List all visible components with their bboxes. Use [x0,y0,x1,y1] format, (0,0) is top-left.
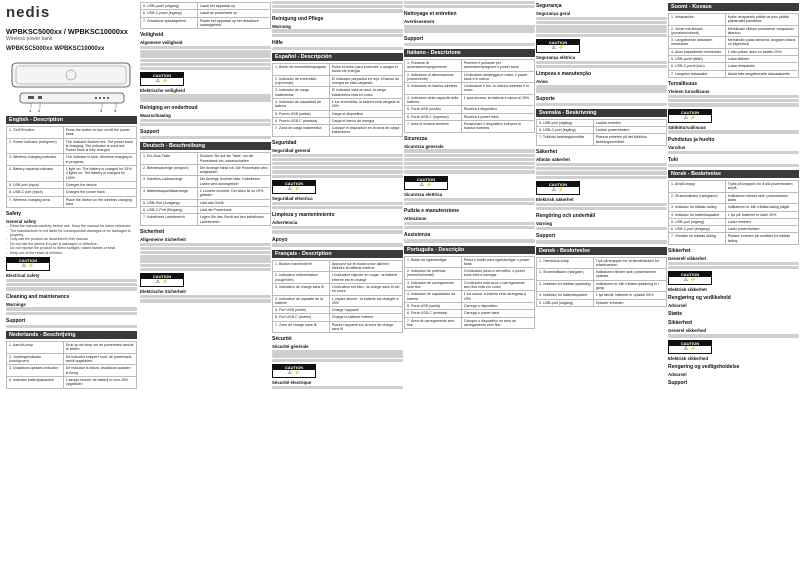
table-row: 4. Indicador de capacidade da bateria 1 luz acesa: a bateria está carregada a 25% [405,291,534,303]
description-table-it [404,59,535,133]
general-safety-da: Generel sikkerhed [668,328,707,334]
table-row: 6. USB-C-port (inngang) Lader powerbanken [669,226,798,233]
table-row: 2. Betriebsanzeige (rot/grün) Die Anzeige blinkt rot: Die Powerbank wird aufgeladen [141,165,270,177]
warnings-de: Warnung [272,23,291,29]
power-bank-illustration [6,55,137,113]
table-row: 1. Av/på-knapp Trykk på knappen for å slå powerbanken av/på [669,181,798,193]
electric-shock-icon: ⚡ [690,114,697,121]
electric-shock-icon: ⚡ [28,263,35,269]
table-row: 3. Wireless charging indicator The indicator is blue: Wireless charging is in progress [7,154,136,166]
table-row: 5. Puerto USB (salida) Carga el dispositivo [273,111,402,118]
caution-label-pt: CAUTION ⚠ ⚡ [536,39,580,53]
table-row: 2. Strømindikator (rød/grønn) Indikatoren blinker rødt: powerbanken lades [669,193,798,205]
cleaning-title-sv: Rengöring och underhåll [536,213,596,220]
table-row: 5. USB-port (utgang) Lader enheten [669,219,798,226]
description-table-pt [404,256,535,330]
table-row: 4. Indikator for batterikapasitet 1 lys på: batteriet er ladet 25% [669,212,798,219]
table-row: 2. Indicateur d'alimentation (rouge/vert) L'indicateur clignote en rouge : la batterie externe est en charge [273,272,402,284]
support-title-sv: Support [536,233,556,240]
table-row: 5. USB-poort (uitgang) Laadt het apparaat op [141,3,270,10]
section-heading-french: Français - Description [272,250,403,258]
cleaning-title-no: Rengjøring og vedlikehold [668,295,731,302]
column-6 [668,0,799,567]
warning-triangle-icon: ⚠ [683,345,689,352]
table-row: 1. Tænd/sluk-knap Tryk på knappen for at tænde/slukke for powerbanken [537,258,666,270]
cleaning-title-de: Reinigung und Pflege [272,15,324,22]
section-heading-dutch: Nederlands - Beschrijving [6,331,137,339]
table-row: 2. Virran merkkivalo (punainen/vihreä) Merkkivalo vilkkuu punaisena: virtapankki latautuu [669,26,798,38]
warning-triangle-icon: ⚠ [155,279,161,286]
cleaning-title-pt: Limpeza e manutenção [536,71,592,78]
table-row: 5. USB-port (utgång) Laddar enheten [537,120,666,127]
warnings-fi: Varoitus [668,144,686,150]
section-heading-portuguese: Português - Descrição [404,246,535,254]
table-row: 7. Draadloos oplaadgebied Plaats het apparaat op het draadloze oplaadgebied [141,18,270,30]
caution-label-es: CAUTION ⚠ ⚡ [272,180,316,194]
warnings-no: Advarsel [668,303,687,309]
safety-title-es: Seguridad [272,139,297,146]
support-title-da: Support [668,379,688,386]
electric-shock-icon: ⚡ [162,279,169,286]
table-row: 3. Indikator for trådløs lading Indikatoren er blå: trådløs lading pågår [669,204,798,211]
table-row: 6. Port USB-C (entrée) Charge la batterie externe [273,314,402,321]
table-row: 5. Porta USB (saída) Carrega o dispositivo [405,303,534,310]
column-5 [536,0,667,567]
table-row: 2. Strømindikator (rød/grøn) Indikatoren blinker rødt: powerbanken oplades [537,269,666,281]
table-row: 1. Bouton marche/arrêt Appuyez sur le bouton pour allumer/éteindre la batterie externe [273,261,402,273]
column-3 [272,0,403,567]
table-row: 2. Indicador de encendido (rojo/verde) El indicador parpadea en rojo: el banco de energía se está cargando [273,76,402,88]
table-row: 1. On/Off button Press the button to turn on/off the power bank [7,127,136,139]
warning-triangle-icon: ⚠ [551,44,557,51]
safety-title-sv: Säkerhet [536,149,558,156]
warnings-pt: Aviso [536,79,548,85]
cleaning-title-nl: Reiniging en onderhoud [140,104,198,111]
list-item: - Read the manual carefully before use. Keep the manual for future reference. [6,224,137,228]
table-row: 5. USB-Port (Ausgang) Lädt das Gerät [141,200,270,207]
table-row: 3. Indikator for trådløs opladning Indikatoren er blå: trådløs opladning er i gang [537,281,666,293]
electrical-safety-pt: Segurança elétrica [536,54,576,60]
document-subtitle: Wireless power bank [6,36,53,42]
table-row: 6. Porta USB-C (ingresso) Ricarica il power bank [405,114,534,121]
general-safety-es: Seguridad general [272,147,311,153]
caution-label-no: CAUTION ⚠ ⚡ [668,271,712,285]
description-table-fi [668,13,799,78]
description-table-fr [272,260,403,334]
general-safety-de: Allgemeine Sicherheit [140,236,186,242]
description-table-es [272,63,403,137]
general-safety-fr: Sécurité générale [272,344,309,350]
table-row: 7. Zona de carga inalámbrica Coloque el dispositivo en la zona de carga inalámbrica [273,125,402,137]
table-row: 3. Indicateur de charge sans fil L'indicateur est bleu : la charge sans fil est en cours [273,284,402,296]
section-heading-danish: Dansk - Beskrivelse [536,247,667,255]
table-row: 3. Kabellos-Ladeanzeige Die Anzeige leuchtet blau: Kabelloses Laden wird durchgeführt [141,176,270,188]
cleaning-title-fr: Nettoyage et entretien [404,11,457,18]
caution-label-de: CAUTION ⚠ ⚡ [140,273,184,287]
document-title: WPBKSC5000xx / WPBKSC10000xx [6,27,128,36]
table-row: 2. Indicatore di alimentazione (rosso/verde) L'indicatore lampeggia in rosso: il power bank è in carica [405,72,534,84]
table-row: 4. Indicador de capacidad de batería 1 luz encendida: la batería está cargada al 25% [273,99,402,111]
table-row: 1. Pulsante di accensione/spegnimento Premere il pulsante per accendere/spegnere il power bank [405,60,534,72]
caution-label-en: CAUTION ⚠ ⚡ [6,257,50,271]
safety-title-nl: Veiligheid [140,32,164,39]
general-safety-sv: Allmän säkerhet [536,157,570,163]
electrical-safety-da: Elektrisk sikkerhed [668,355,709,361]
general-safety-it: Sicurezza generale [404,143,444,149]
warnings-nl: Waarschuwing [140,112,171,118]
table-row: 5. Port USB (sortie) Charge l'appareil [273,307,402,314]
caution-label-it: CAUTION ⚠ ⚡ [404,176,448,190]
warnings-sv: Varning [536,221,553,227]
cleaning-title-da: Rengøring og vedligeholdelse [668,363,740,370]
figure-number-3: 3 [100,108,103,113]
electrical-safety-it: Sicurezza elettrica [404,191,443,197]
table-row: 7. Área de carregamento sem fios Coloque o dispositivo na área de carregamento sem fios [405,318,534,330]
table-row: 6. USB-C-portti (tulo) Lataa virtapankin [669,63,798,70]
table-row: 2. Power indicator (red/green) The indicator flashes red: The power bank is charging. The indicator is solid red: Power bank is fully charged [7,139,136,155]
table-row: 5. USB-port (udgang) Oplader enheden [537,300,666,307]
table-row: 6. USB-C-port (ingång) Laddar powerbanken [537,127,666,134]
figure-number-1: 1 [29,108,32,113]
table-row: 7. Area di ricarica wireless Posizionare il dispositivo sull'area di ricarica wireless [405,121,534,133]
table-row: 4. Indicateur de capacité de la batterie 1 voyant allumé : la batterie est chargée à 25% [273,296,402,308]
section-heading-english: English - Description [6,116,137,124]
general-safety-en: General safety [6,219,37,225]
caution-label-da: CAUTION ⚠ ⚡ [668,340,712,354]
table-row: 1. Virtapainike Kytke virtapankki päälle tai pois päältä painamalla painiketta [669,14,798,26]
table-row: 7. Wireless charging area Place the device on the wireless charging area [7,197,136,209]
electrical-safety-sv: Elektrisk säkerhet [536,196,574,202]
model-line: WPBKSC5000xx WPBKSC10000xx [6,46,105,52]
description-table-sv [536,119,667,146]
table-row: 5. USB port (input) Charges the device [7,182,136,189]
safety-title-de: Sicherheit [140,228,165,235]
table-row: 7. Trådlöst laddningsområde Placera enheten på det trådlösa laddningsområdet [537,134,666,146]
table-row: 7. Område for trådløs lading Plasser enheten på området for trådløs lading [669,233,798,245]
caution-label-fr: CAUTION ⚠ ⚡ [272,364,316,378]
table-row: 4. Indicatore della capacità della batteria 1 spia accesa: la batteria è carica al 25% [405,95,534,107]
table-row: 6. USB-C-Port (Eingang) Lädt die Powerbank [141,207,270,214]
table-row: 7. Langaton latausalue Aseta laite langattomalle latausalueelle [669,71,798,78]
table-row: 2. Voedingsindicator (rood/groen) De indicator knippert rood: de powerbank wordt opgeladen [7,354,136,366]
electrical-safety-no: Elektrisk sikkerhet [668,287,707,293]
table-row: 3. Indicador de carga inalámbrica El indicador está en azul: la carga inalámbrica está en curso [273,87,402,99]
general-safety-pt: Segurança geral [536,11,571,16]
warnings-es: Advertencia [272,220,298,226]
cleaning-title-en: Cleaning and maintenance [6,293,70,300]
table-row: 1. Aan/uit-knop Druk op de knop om de powerbank aan/uit te zetten [7,342,136,354]
table-row: 3. Indicatore di ricarica wireless L'indicatore è blu: la ricarica wireless è in corso [405,83,534,95]
electric-shock-icon: ⚡ [294,185,301,192]
list-item: - Do not expose the product to direct sunlight, naked flames or heat. [6,246,137,250]
table-row: 1. Ein-/Aus-Taste Drücken Sie auf die Taste, um die Powerbank ein-/auszuschalten [141,153,270,165]
safety-title-fr: Sécurité [272,336,292,343]
table-row: 2. Indicador de potência (vermelho/verde) O indicador pisca a vermelho: o power bank está a carregar [405,268,534,280]
section-heading-spanish: Español - Descripción [272,53,403,61]
warning-triangle-icon: ⚠ [551,186,557,193]
table-row: 4. Battery capacity indicator 1 light on: The battery is charged for 25%. 4 lights on: The battery is charged for 100% [7,166,136,182]
cleaning-title-fi: Puhdistus ja huolto [668,136,715,143]
electric-shock-icon: ⚡ [426,181,433,188]
electric-shock-icon: ⚡ [294,369,301,376]
description-table-de [140,152,271,226]
safety-title-en: Safety [6,211,22,218]
section-heading-swedish: Svenska - Beskrivning [536,109,667,117]
electrical-safety-nl: Elektrische veiligheid [140,88,185,94]
figure-number-2: 2 [38,108,41,113]
support-title-es: Apoyo [272,236,288,243]
table-row: 4. Akun kapasiteetin merkkivalo 1 valo palaa: akku on ladattu 25% [669,49,798,56]
table-row: 3. Indicador de carregamento sem fios O indicador está azul: o carregamento sem fios está em curso [405,280,534,292]
general-safety-nl: Algemene veiligheid [140,40,183,46]
support-title-fi: Tuki [668,156,678,163]
table-row: 4. Indikator for batterikapacitet 1 lys tændt: batteriet er opladet 25% [537,292,666,299]
table-row: 6. USB-C port (input) Charges the power bank [7,189,136,196]
warning-triangle-icon: ⚠ [683,277,689,284]
description-table-da [536,257,667,307]
safety-title-da: Sikkerhed [668,320,692,327]
table-row: 7. Zone de charge sans fil Placez l'appareil sur la zone de charge sans fil [273,322,402,334]
table-row: 5. Porta USB (uscita) Ricarica il dispositivo [405,106,534,113]
safety-title-it: Sicurezza [404,135,428,142]
table-row: 3. Draadloos opladen-indicator De indicator is blauw: draadloos opladen is bezig [7,365,136,377]
warnings-da: Advarsel [668,371,687,377]
electrical-safety-es: Seguridad eléctrica [272,195,313,201]
table-row: 7. Kabelloser Ladebereich Legen Sie das Gerät auf den kabellosen Ladebereich [141,214,270,226]
general-safety-no: Generell sikkerhet [668,256,707,262]
section-heading-italian: Italiano - Descrizione [404,49,535,57]
section-heading-german: Deutsch - Beschreibung [140,142,271,150]
electric-shock-icon: ⚡ [558,186,565,193]
electric-shock-icon: ⚡ [558,44,565,51]
caution-label-sv: CAUTION ⚠ ⚡ [536,181,580,195]
electrical-safety-en: Electrical safety [6,273,40,278]
table-row: 6. Porta USB-C (entrada) Carrega o power bank [405,310,534,317]
electrical-safety-fi: Sähköturvallisuus [668,124,706,130]
list-item: - Do not use the device if a part is damaged or defective. [6,242,137,246]
support-title-de: Hilfe [272,39,283,46]
electric-shock-icon: ⚡ [690,277,697,284]
description-table-nl-cont [140,2,271,29]
caution-label-fi: CAUTION ⚠ ⚡ [668,109,712,123]
cleaning-title-it: Pulizia e manutenzione [404,208,460,214]
section-heading-finnish: Suomi - Kuvaus [668,3,799,11]
safety-title-pt: Segurança [536,3,562,9]
column-2 [140,0,271,567]
column-4 [404,0,535,567]
description-table-nl [6,341,137,388]
support-title-pt: Suporte [536,95,555,102]
electric-shock-icon: ⚡ [690,345,697,352]
support-title-fr: Support [404,35,424,42]
description-table-en [6,126,137,208]
figure-number-4: 4 [114,108,117,113]
table-row: 6. USB-C-poort (ingang) Laadt de powerbank op [141,10,270,17]
electrical-safety-de: Elektrische Sicherheit [140,289,186,295]
table-row: 3. Langattoman latauksen merkkivalo Merkkivalo palaa sinisenä: langaton lataus on käynnissä [669,37,798,49]
caution-label-nl: CAUTION ⚠ ⚡ [140,72,184,86]
product-figure [6,55,137,113]
warning-triangle-icon: ⚠ [155,78,161,85]
cleaning-title-es: Limpieza y mantenimiento [272,212,335,219]
warnings-fr: Avertissement [404,19,435,25]
section-heading-norwegian: Norsk - Beskrivelse [668,170,799,178]
description-table-no [668,180,799,245]
list-item: - The manufacturer is not liable for consequential damages or for damages to property. [6,229,137,238]
warnings-it: Attenzione [404,216,427,221]
table-row: 4. Batteriekapazitätsanzeige 1 Leuchte leuchtet: Der Akku ist zu 25% geladen [141,188,270,200]
table-row: 1. Botón de encendido/apagado Pulse el botón para encender o apagar el banco de energía [273,64,402,76]
table-row: 5. USB-portti (lähtö) Lataa laitteen [669,56,798,63]
electric-shock-icon: ⚡ [162,78,169,85]
brand-logo: nedis [6,4,51,21]
safety-title-no: Sikkerhet [668,248,691,255]
warnings-en: Warnings [6,301,26,307]
warning-triangle-icon: ⚠ [683,114,689,121]
electrical-safety-fr: Sécurité électrique [272,379,312,385]
warning-triangle-icon: ⚠ [287,369,293,376]
safety-title-fi: Turvallisuus [668,80,698,87]
table-row: 1. Botão de ligar/desligar Prima o botão para ligar/desligar o power bank [405,257,534,269]
table-row: 4. Indicator batterijcapaciteit 1 lampje brandt: de batterij is voor 25% opgeladen [7,377,136,389]
warning-triangle-icon: ⚠ [287,185,293,192]
support-title-no: Støtte [668,311,683,318]
warning-triangle-icon: ⚠ [21,263,27,269]
table-row: 6. Puerto USB-C (entrada) Carga el banco de energía [273,118,402,125]
support-title-en: Support [6,317,26,324]
column-1 [6,0,137,567]
general-safety-fi: Yleinen turvallisuus [668,88,710,94]
list-item: - Keep out of the reach of children. [6,251,137,255]
warning-triangle-icon: ⚠ [419,181,425,188]
support-title-it: Assistenza [404,232,431,239]
support-title-nl: Support [140,129,160,136]
list-item: - Only use the product as described in this manual. [6,237,137,241]
